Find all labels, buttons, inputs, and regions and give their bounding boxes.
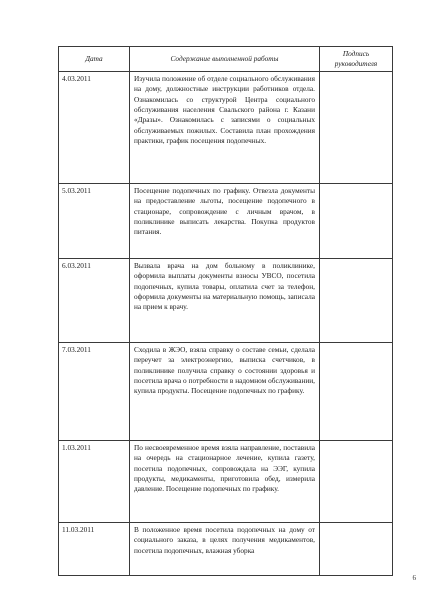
row-signature-cell [320, 441, 393, 523]
row-date: 7.03.2011 [59, 343, 130, 441]
row-date: 6.03.2011 [59, 259, 130, 343]
row-signature-cell [320, 343, 393, 441]
row-signature-cell [320, 259, 393, 343]
row-signature-cell [320, 523, 393, 576]
practice-log-table [58, 46, 393, 576]
table-row [59, 259, 393, 343]
table-row [59, 441, 393, 523]
row-content: Посещение подопечных по графику. Отвезла документы на предоставление льготы, посещение подопечного в стационаре, сопровождение с личным врачом, в поликлинике выписать лекарства. Покупка продуктов питания. [130, 184, 320, 259]
header-content: Содержание выполненной работы [130, 47, 320, 72]
table-row [59, 343, 393, 441]
table-header-row [59, 47, 393, 72]
row-date: 11.03.2011 [59, 523, 130, 576]
header-signature: Подпись руководителя [320, 47, 393, 72]
table-row [59, 523, 393, 576]
row-content: Сходила в ЖЭО, взяла справку о составе семьи, сделала переучет за электроэнергию, выписка счетчиков, в поликлинике получила справку о состоянии здоровья и посетила врача о потребности в надомном обслуживании, купила продукты. Посещение подопечных по графику. [130, 343, 320, 441]
table-row [59, 184, 393, 259]
row-content: Изучила положение об отделе социального обслуживания на дому, должностные инструкции работников отдела. Ознакомилась со структурой Центра социального обслуживания населения Свальского района г. Казани «Дразы». Ознакомилась с записями о социальных обслуживаемых пожилых. Составила план прохождения практики, график посещения подопечных. [130, 72, 320, 184]
row-date: 5.03.2011 [59, 184, 130, 259]
row-date: 1.03.2011 [59, 441, 130, 523]
table-row [59, 72, 393, 184]
row-content: По несвоевременное время взяла направление, поставила на очередь на стационарное лечение, купила газету, посетила подопечных, сопровождала на ЭЭГ, купила продукты, медикаменты, приготовила обед, измерила давление. Посещение подопечных по графику. [130, 441, 320, 523]
row-signature-cell [320, 72, 393, 184]
row-signature-cell [320, 184, 393, 259]
row-date: 4.03.2011 [59, 72, 130, 184]
page-number: 6 [412, 574, 416, 582]
header-date: Дата [59, 47, 130, 72]
row-content: Вызвала врача на дом больному в поликлинике, оформила выплаты документы взносы УВСО, посетила подопечных, купила товары, оплатила счет за телефон, оформила документы на материальную помощь, записала на прием к врачу. [130, 259, 320, 343]
row-content: В положенное время посетила подопечных на дому от социального заказа, в целях получения медикаментов, посетила подопечных, влажная уборка [130, 523, 320, 576]
